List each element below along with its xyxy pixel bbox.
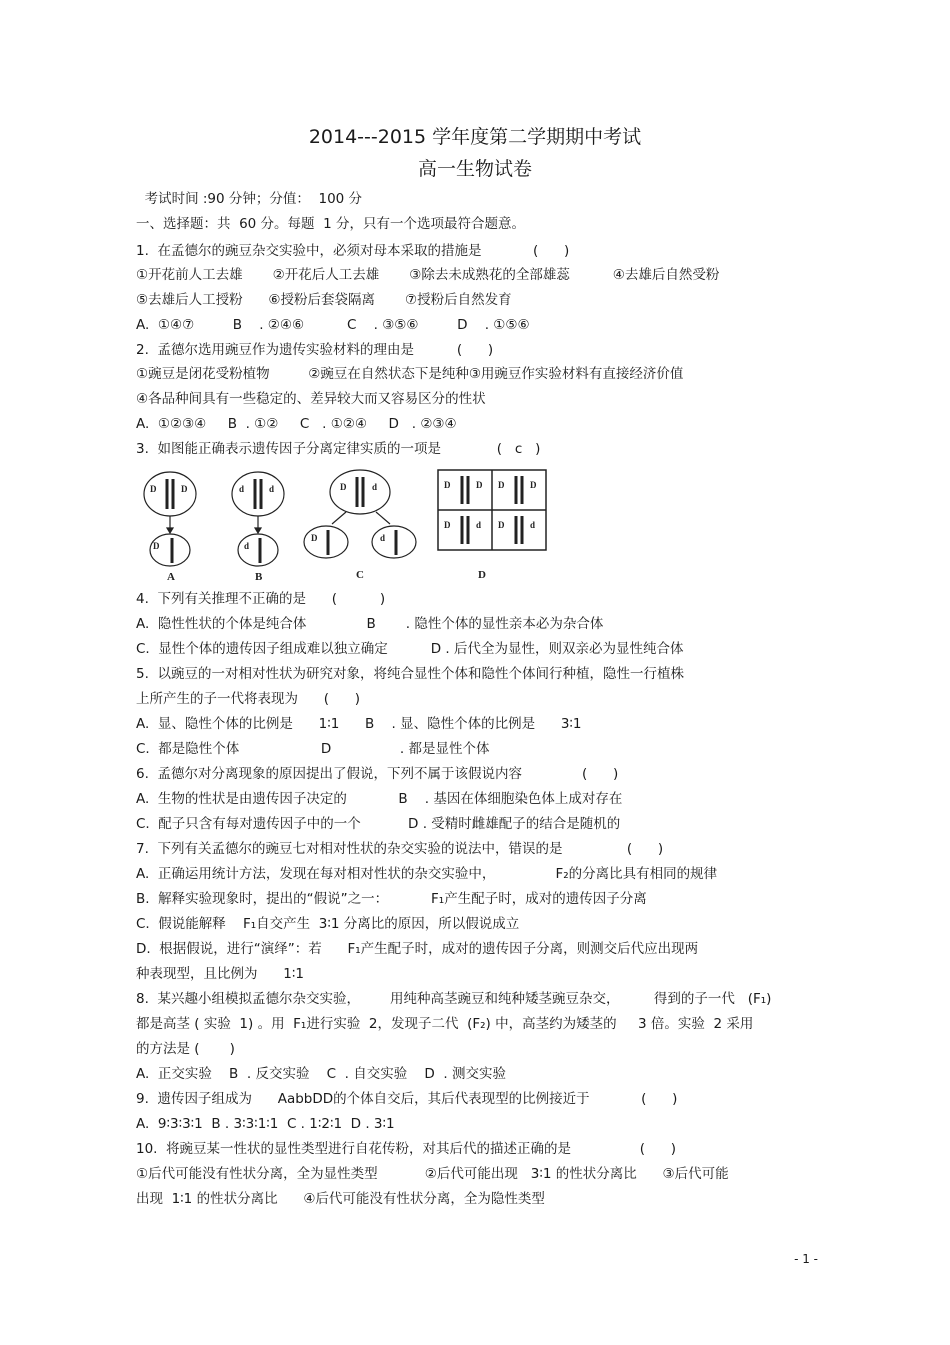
text-line: A. ①④⑦ B . ②④⑥ C . ③⑤⑥ D . ①⑤⑥ xyxy=(136,317,530,333)
svg-text:D: D xyxy=(311,533,318,543)
figure-a xyxy=(144,472,196,583)
svg-text:D: D xyxy=(498,480,505,490)
text-line: ①开花前人工去雄 ②开花后人工去雄 ③除去未成熟花的全部雄蕊 ④去雄后自然受粉 xyxy=(136,267,720,283)
svg-text:D: D xyxy=(444,520,451,530)
text-line: A. 隐性性状的个体是纯合体 B . 隐性个体的显性亲本必为杂合体 xyxy=(136,616,604,632)
svg-text:D: D xyxy=(444,480,451,490)
text-line: ①豌豆是闭花受粉植物 ②豌豆在自然状态下是纯种③用豌豆作实验材料有直接经济价值 xyxy=(136,366,684,382)
svg-text:d: d xyxy=(239,484,245,494)
text-line: A. 正交实验 B . 反交实验 C . 自交实验 D . 测交实验 xyxy=(136,1066,506,1082)
text-line: D. 根据假说，进行“演绎”：若 F₁产生配子时，成对的遗传因子分离，则测交后代应出现两 xyxy=(136,941,699,957)
svg-text:d: d xyxy=(530,520,536,530)
segregation-figure xyxy=(136,466,548,584)
text-line: C. 配子只含有每对遗传因子中的一个 D . 受精时雌雄配子的结合是随机的 xyxy=(136,816,621,832)
svg-text:D: D xyxy=(153,541,160,551)
exam-title: 2014---2015 学年度第二学期期中考试 xyxy=(308,126,642,148)
text-line: 3. 如图能正确表示遗传因子分离定律实质的一项是 ( c ) xyxy=(136,441,541,457)
svg-text:d: d xyxy=(372,482,378,492)
text-line: A. 生物的性状是由遗传因子决定的 B . 基因在体细胞染色体上成对存在 xyxy=(136,791,623,807)
text-line: ①后代可能没有性状分离，全为显性类型 ②后代可能出现 3∶1 的性状分离比 ③后代可能 xyxy=(136,1166,729,1182)
text-line: 的方法是 ( ) xyxy=(136,1041,235,1057)
text-line: ⑤去雄后人工授粉 ⑥授粉后套袋隔离 ⑦授粉后自然发育 xyxy=(136,292,512,308)
svg-text:d: d xyxy=(269,484,275,494)
text-line: ④各品种间具有一些稳定的、差异较大而又容易区分的性状 xyxy=(136,391,486,407)
text-line: B. 解释实验现象时，提出的“假说”之一： F₁产生配子时，成对的遗传因子分离 xyxy=(136,891,647,907)
text-line: A. 正确运用统计方法，发现在每对相对性状的杂交实验中， F₂的分离比具有相同的规律 xyxy=(136,866,718,882)
text-line: A. 9∶3∶3∶1 B . 3∶3∶1∶1 C . 1∶2∶1 D . 3∶1 xyxy=(136,1116,395,1132)
text-line: C. 假说能解释 F₁自交产生 3∶1 分离比的原因，所以假说成立 xyxy=(136,916,520,932)
svg-text:D: D xyxy=(181,484,188,494)
figure-c xyxy=(304,470,416,581)
text-line: C. 显性个体的遗传因子组成难以独立确定 D . 后代全为显性，则双亲必为显性纯合体 xyxy=(136,641,684,657)
svg-text:D: D xyxy=(150,484,157,494)
text-line: 6. 孟德尔对分离现象的原因提出了假说，下列不属于该假说内容 ( ) xyxy=(136,766,619,782)
text-line: 一、选择题：共 60 分。每题 1 分，只有一个选项最符合题意。 xyxy=(136,216,526,232)
figure-b xyxy=(232,472,284,583)
svg-text:D: D xyxy=(530,480,537,490)
text-line: 7. 下列有关孟德尔的豌豆七对相对性状的杂交实验的说法中，错误的是 ( ) xyxy=(136,841,664,857)
svg-text:D: D xyxy=(478,569,486,581)
svg-text:d: d xyxy=(244,541,250,551)
svg-text:D: D xyxy=(498,520,505,530)
svg-text:B: B xyxy=(255,571,263,583)
text-line: A. 显、隐性个体的比例是 1∶1 B . 显、隐性个体的比例是 3∶1 xyxy=(136,716,582,732)
text-line: 10. 将豌豆某一性状的显性类型进行自花传粉，对其后代的描述正确的是 ( ) xyxy=(136,1141,676,1157)
svg-text:d: d xyxy=(380,533,386,543)
page-number: - 1 - xyxy=(794,1252,818,1266)
text-line: 都是高茎 ( 实验 1) 。用 F₁进行实验 2，发现子二代 (F₂) 中，高茎约为矮茎的 3 倍。实验 2 采用 xyxy=(136,1016,754,1032)
exam-subtitle: 高一生物试卷 xyxy=(417,158,532,180)
text-line: A. ①②③④ B . ①② C . ①②④ D . ②③④ xyxy=(136,416,457,432)
text-line: 5. 以豌豆的一对相对性状为研究对象，将纯合显性个体和隐性个体间行种植，隐性一行植株 xyxy=(136,666,684,682)
text-line: 种表现型，且比例为 1∶1 xyxy=(136,966,304,982)
svg-text:D: D xyxy=(476,480,483,490)
text-line: 9. 遗传因子组成为 AabbDD的个体自交后，其后代表现型的比例接近于 ( ) xyxy=(136,1091,678,1107)
svg-text:d: d xyxy=(476,520,482,530)
figure-d xyxy=(438,470,546,581)
svg-text:D: D xyxy=(340,482,347,492)
text-line: C. 都是隐性个体 D . 都是显性个体 xyxy=(136,741,490,757)
svg-text:A: A xyxy=(167,571,175,583)
text-line: 8. 某兴趣小组模拟孟德尔杂交实验， 用纯种高茎豌豆和纯种矮茎豌豆杂交， 得到的子一代 (F₁) xyxy=(136,991,772,1007)
text-line: 4. 下列有关推理不正确的是 ( ) xyxy=(136,591,386,607)
text-line: 出现 1∶1 的性状分离比 ④后代可能没有性状分离，全为隐性类型 xyxy=(136,1191,545,1207)
svg-text:C: C xyxy=(356,569,364,581)
text-line: 上所产生的子一代将表现为 ( ) xyxy=(136,691,361,707)
text-line: 2. 孟德尔选用豌豆作为遗传实验材料的理由是 ( ) xyxy=(136,342,494,358)
text-line: 1. 在孟德尔的豌豆杂交实验中，必须对母本采取的措施是 ( ) xyxy=(136,243,570,259)
text-line: 考试时间 :90 分钟；分值： 100 分 xyxy=(136,191,363,207)
